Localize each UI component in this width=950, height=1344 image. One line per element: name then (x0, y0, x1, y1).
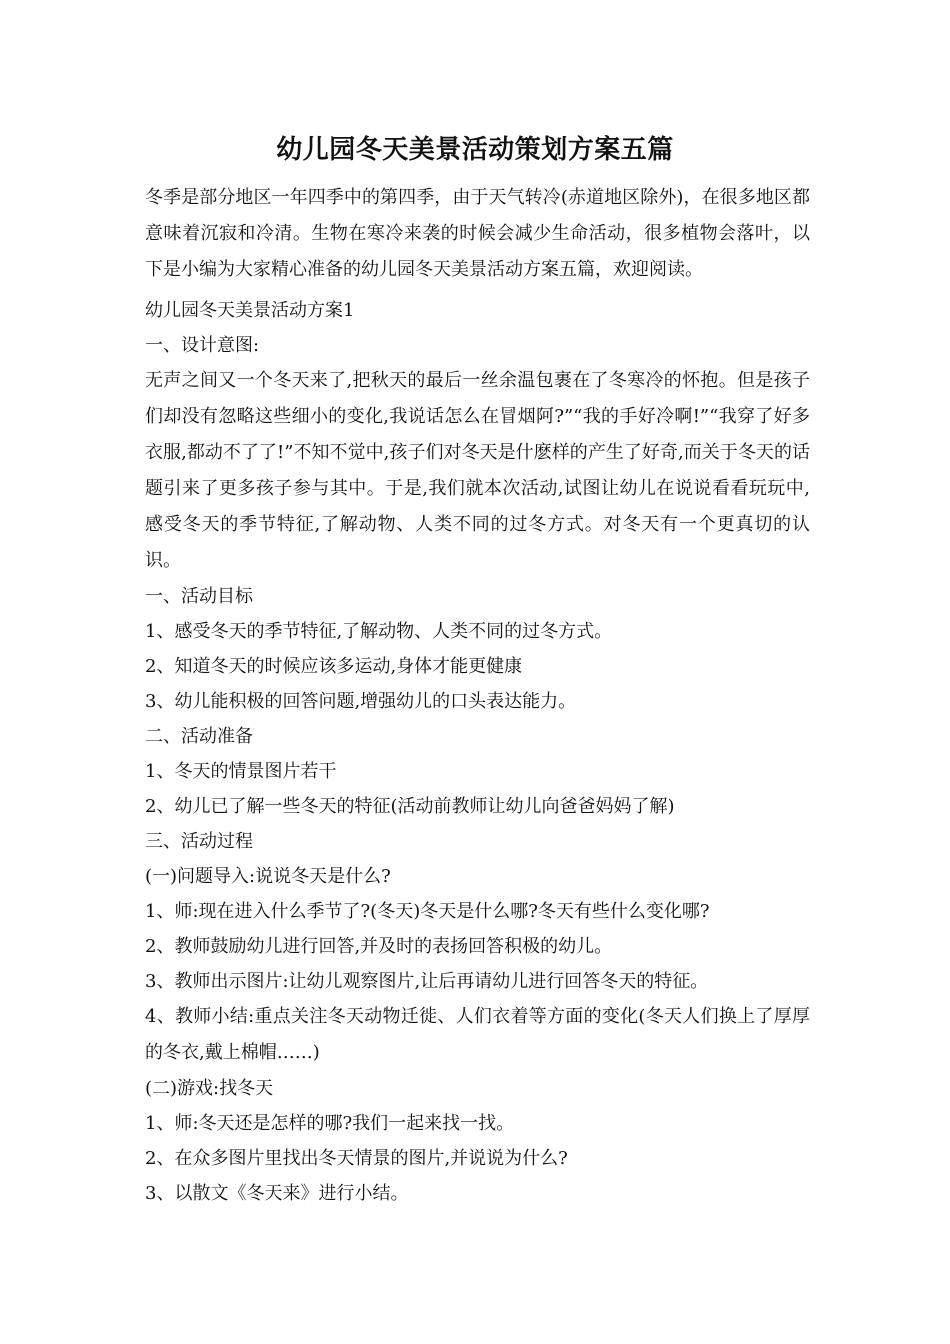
plan-heading: 幼儿园冬天美景活动方案1 (145, 300, 355, 321)
process-step: 2、教师鼓励幼儿进行回答,并及时的表扬回答积极的幼儿。 (145, 936, 613, 957)
process-step: 2、在众多图片里找出冬天情景的图片,并说说为什么? (145, 1148, 568, 1169)
goal-item: 1、感受冬天的季节特征,了解动物、人类不同的过冬方式。 (145, 621, 613, 642)
subsection-heading: (一)问题导入:说说冬天是什么? (145, 866, 391, 887)
intro-paragraph: 冬季是部分地区一年四季中的第四季，由于天气转冷(赤道地区除外)，在很多地区都意味着沉寂和冷清。生物在寒冷来袭的时候会减少生命活动，很多植物会落叶，以下是小编为大家精心准备的幼儿园冬天美景活动方案五篇，欢迎阅读。 (145, 187, 810, 280)
section-heading-design: 一、设计意图: (145, 335, 260, 356)
subsection-heading: (二)游戏:找冬天 (145, 1078, 274, 1099)
section-heading-process: 三、活动过程 (145, 831, 253, 852)
goal-item: 3、幼儿能积极的回答问题,增强幼儿的口头表达能力。 (145, 691, 577, 712)
goal-item: 2、知道冬天的时候应该多运动,身体才能更健康 (145, 656, 523, 677)
process-step: 4、教师小结:重点关注冬天动物迁徙、人们衣着等方面的变化(冬天人们换上了厚厚的冬衣,戴上棉帽……) (145, 1006, 810, 1063)
process-step: 1、师:冬天还是怎样的哪?我们一起来找一找。 (145, 1113, 515, 1134)
prep-item: 2、幼儿已了解一些冬天的特征(活动前教师让幼儿向爸爸妈妈了解) (145, 796, 675, 817)
section-heading-prep: 二、活动准备 (145, 726, 253, 747)
design-paragraph: 无声之间又一个冬天来了,把秋天的最后一丝余温包裹在了冬寒冷的怀抱。但是孩子们却没有忽略这些细小的变化,我说话怎么在冒烟阿?”“我的手好冷啊!”“我穿了好多衣服,都动不了了!”不知不觉中,孩子们对冬天是什麽样的产生了好奇,而关于冬天的话题引来了更多孩子参与其中。于是,我们就本次活动,试图让幼儿在说说看看玩玩中,感受冬天的季节特征,了解动物、人类不同的过冬方式。对冬天有一个更真切的认识。 (145, 370, 810, 571)
process-step: 3、以散文《冬天来》进行小结。 (145, 1183, 409, 1204)
document-body (145, 293, 810, 1211)
prep-item: 1、冬天的情景图片若干 (145, 761, 337, 782)
document-title: 幼儿园冬天美景活动策划方案五篇 (276, 135, 674, 165)
process-step: 1、师:现在进入什么季节了?(冬天)冬天是什么哪?冬天有些什么变化哪? (145, 901, 710, 922)
process-step: 3、教师出示图片:让幼儿观察图片,让后再请幼儿进行回答冬天的特征。 (145, 971, 709, 992)
section-heading-goals: 一、活动目标 (145, 586, 253, 607)
